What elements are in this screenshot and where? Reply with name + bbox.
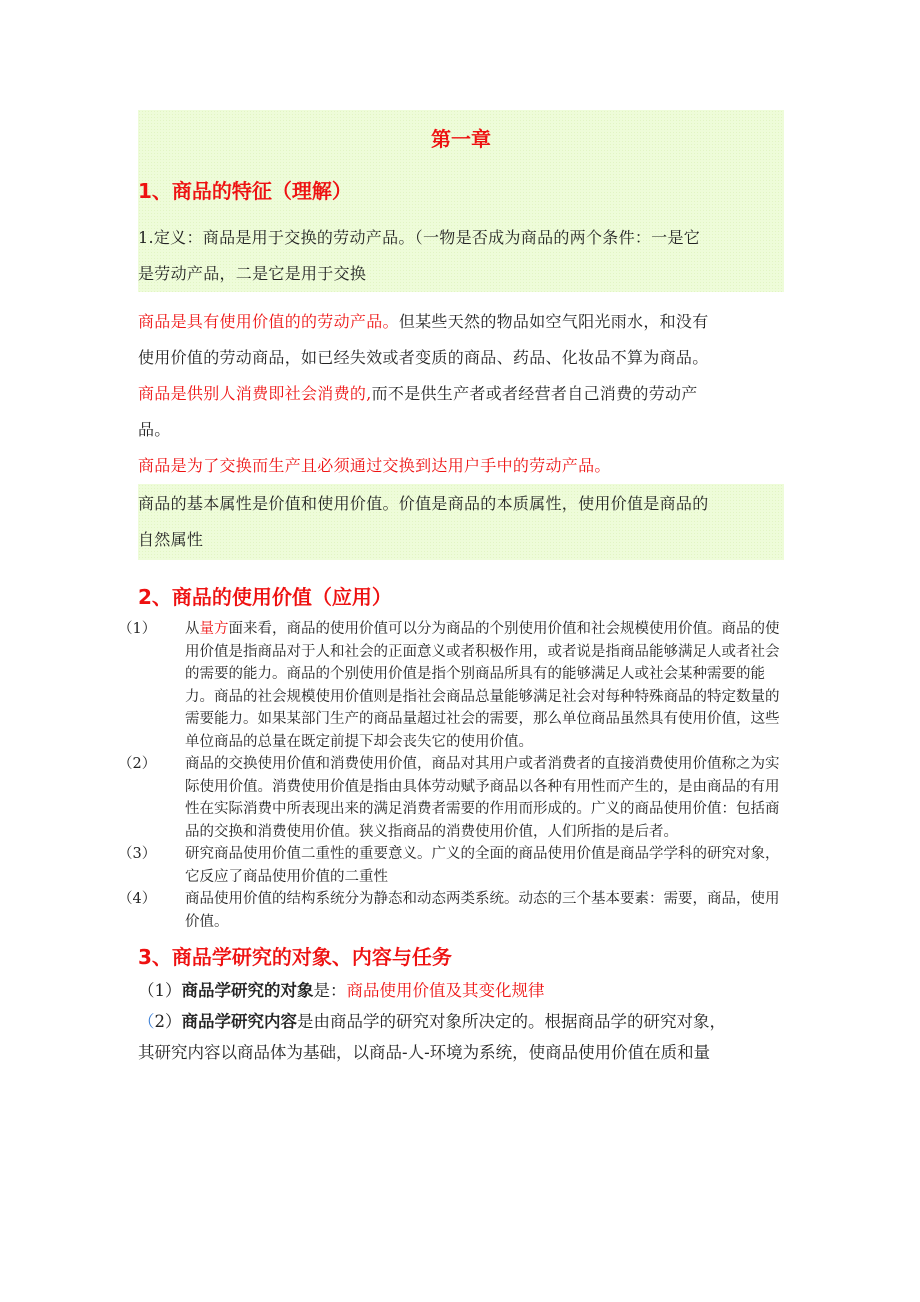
definition-line-1: 1.定义：商品是用于交换的劳动产品。（一物是否成为商品的两个条件：一是它 — [138, 228, 701, 247]
use-value-list — [118, 618, 784, 933]
list-number: （1） — [138, 981, 182, 1000]
research-content-paragraph — [138, 1006, 784, 1068]
blue-paren: （ — [138, 1012, 155, 1031]
text-span: 是由商品学的研究对象所决定的。根据商品学的研究对象， — [297, 1012, 726, 1031]
text-span: 但某些天然的物品如空气阳光雨水，和没有 — [398, 312, 709, 331]
definition-paragraph — [138, 216, 784, 292]
text-span: 研究商品使用价值二重性的重要意义。广义的全面的商品使用价值是商品学学科的研究对象，它反应了商品使用价值的二重性 — [185, 846, 780, 885]
text-span: 商品使用价值的结构系统分为静态和动态两类系统。动态的三个基本要素：需要，商品，使用价值。 — [185, 891, 780, 930]
list-item — [118, 888, 784, 933]
text-span: 面来看，商品的使用价值可以分为商品的个别使用价值和社会规模使用价值。商品的使用价值是指商品对于人和社会的正面意义或者积极作用，或者说是指商品能够满足人或者社会的需要的能力。商品的个别使用价值是指个别商品所具有的能够满足人或社会某种需要的能力。商品的社会规模使用价值则是指社会商品总量能够满足社会对每种特殊商品的特定数量的需要能力。如果某部门生产的商品量超过社会的需要，那么单位商品虽然具有使用价值，这些单位商品的总量在既定前提下却会丧失它的使用价值。 — [185, 621, 780, 750]
attributes-line-1: 商品的基本属性是价值和使用价值。价值是商品的本质属性，使用价值是商品的 — [138, 494, 709, 513]
chapter-title: 第一章 — [431, 127, 491, 151]
text-span: 是： — [313, 981, 347, 1000]
list-number: （3） — [118, 846, 157, 862]
commodity-paragraph-2 — [138, 376, 784, 448]
list-number: （2） — [118, 756, 157, 772]
bold-term: 商品学研究的对象 — [181, 981, 314, 1000]
text-line: 其研究内容以商品体为基础，以商品-人-环境为系统，使商品使用价值在质和量 — [138, 1043, 711, 1062]
list-number: （4） — [118, 891, 157, 907]
text-span: 商品的交换使用价值和消费使用价值，商品对其用户或者消费者的直接消费使用价值称之为实际使用价值。消费使用价值是指由具体劳动赋予商品以各种有用性而产生的，是由商品的有用性在实际消费中所表现出来的满足消费者需要的作用而形成的。广义的商品使用价值：包括商品的交换和消费使用价值。狭义指商品的消费使用价值，人们所指的是后者。 — [185, 756, 780, 840]
highlight-block-attributes — [138, 484, 784, 560]
list-item — [118, 843, 784, 888]
research-object-line — [138, 975, 784, 1006]
text-line: 使用价值的劳动商品，如已经失效或者变质的商品、药品、化妆品不算为商品。 — [138, 348, 709, 367]
section-1-heading: 1、商品的特征（理解） — [138, 179, 352, 203]
list-item — [118, 618, 784, 753]
document-page — [118, 110, 784, 1068]
commodity-paragraph-3: 商品是为了交换而生产且必须通过交换到达用户手中的劳动产品。 — [138, 456, 611, 475]
text-line: 品。 — [138, 420, 171, 439]
text-span: 而不是供生产者或者经营者自己消费的劳动产 — [371, 384, 698, 403]
red-statement: 商品是供别人消费即社会消费的, — [138, 384, 372, 403]
highlight-text: 量方 — [199, 621, 229, 637]
bold-term: 商品学研究内容 — [181, 1012, 297, 1031]
red-statement: 商品使用价值及其变化规律 — [346, 981, 545, 1000]
list-number: 2） — [154, 1012, 182, 1031]
section-3-heading: 3、商品学研究的对象、内容与任务 — [138, 945, 452, 969]
attributes-line-2: 自然属性 — [138, 530, 204, 549]
list-number: （1） — [118, 621, 157, 637]
list-item — [118, 753, 784, 843]
section-2-heading: 2、商品的使用价值（应用） — [138, 585, 392, 609]
highlight-block-intro — [138, 110, 784, 292]
text-span: 从 — [185, 621, 200, 637]
red-statement: 商品是具有使用价值的的劳动产品。 — [138, 312, 399, 331]
definition-line-2: 是劳动产品，二是它是用于交换 — [138, 264, 367, 283]
commodity-paragraph-1 — [138, 304, 784, 376]
